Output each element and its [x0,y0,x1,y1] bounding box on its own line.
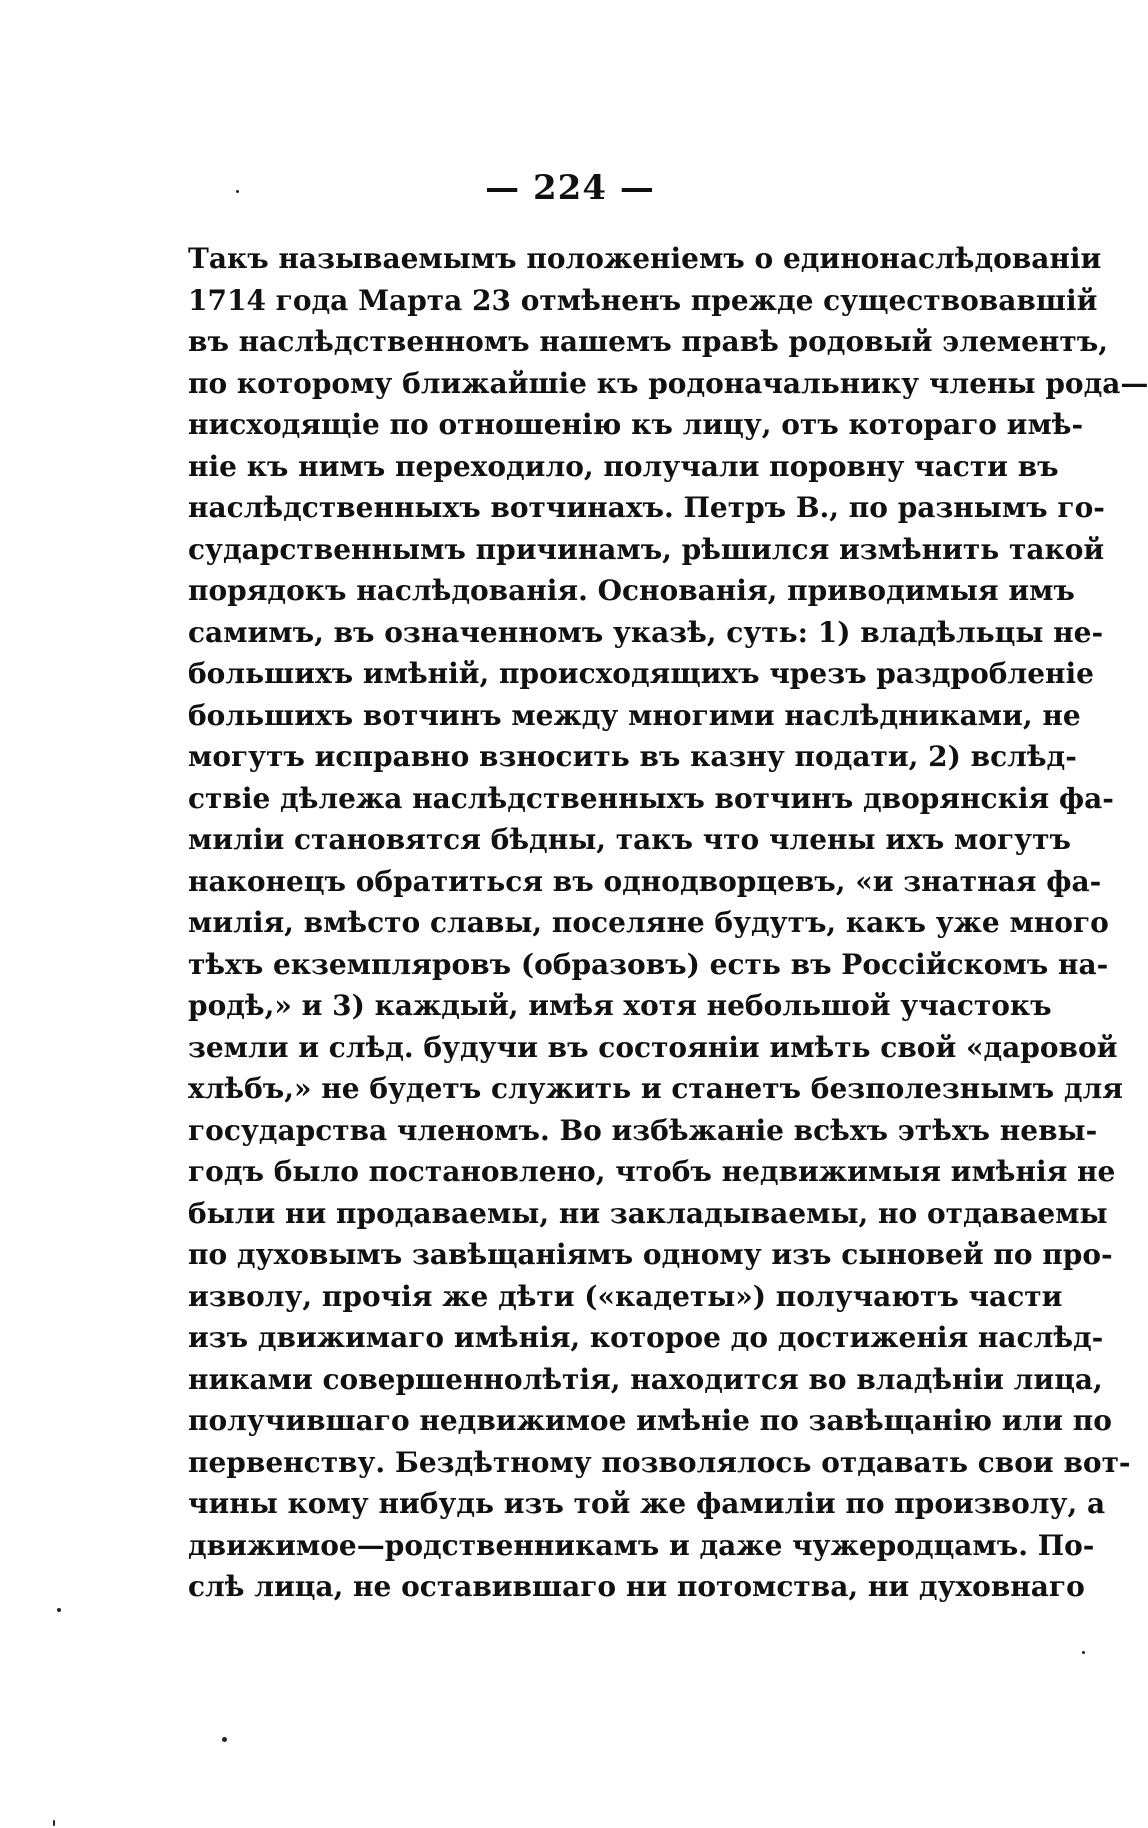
scan-speck [222,1737,227,1742]
text-line: изволу, прочія же дѣти («кадеты») получаютъ части [188,1279,1063,1313]
text-line: хлѣбъ,» не будетъ служить и станетъ безполезнымъ для [188,1072,1123,1105]
text-line: слѣ лица, не оставившаго ни потомства, ни духовнаго [188,1570,1085,1603]
text-line: чины кому нибудь изъ той же фамиліи по произволу, а [188,1487,1106,1520]
text-line: миліи становятся бѣдны, такъ что члены ихъ могутъ [188,823,1071,856]
text-line: сударственнымъ причинамъ, рѣшился измѣнить такой [188,532,1105,566]
text-line: большихъ вотчинъ между многими наслѣдниками, не [188,698,1081,732]
text-line: порядокъ наслѣдованія. Основанія, приводимыя имъ [188,574,1075,607]
text-line: были ни продаваемы, ни закладываемы, но отдаваемы [188,1196,1108,1230]
text-line: самимъ, въ означенномъ указѣ, суть: 1) владѣльцы не- [188,615,1104,649]
scan-speck [1082,1651,1085,1654]
text-line: Такъ называемымъ положеніемъ о единонаслѣдованіи [188,242,1102,275]
text-line: по духовымъ завѣщаніямъ одному изъ сыновей по про- [188,1238,1113,1271]
text-line: большихъ имѣній, происходящихъ чрезъ раздробленіе [188,657,1094,690]
body-text [188,238,1148,1608]
text-line: по которому ближайшіе къ родоначальнику члены рода— [188,366,1148,400]
page-number: — 224 — [485,168,655,208]
scan-speck [236,190,239,193]
text-line: первенству. Бездѣтному позволялось отдавать свои вот- [188,1445,1131,1479]
text-line: ніе къ нимъ переходило, получали поровну части въ [188,449,1059,483]
text-line: родѣ,» и 3) каждый, имѣя хотя небольшой участокъ [188,989,1052,1022]
scan-speck [57,1608,61,1612]
text-line: движимое—родственникамъ и даже чужеродцамъ. По- [188,1528,1095,1562]
text-line: земли и слѣд. будучи въ состояніи имѣть свой «даровой [188,1030,1118,1064]
text-line: государства членомъ. Во избѣжаніе всѣхъ этѣхъ невы- [188,1113,1098,1147]
text-line: изъ движимаго имѣнія, которое до достиженія наслѣд- [188,1321,1104,1354]
text-line: милія, вмѣсто славы, поселяне будутъ, какъ уже много [188,906,1109,939]
text-line: тѣхъ екземпляровъ (образовъ) есть въ Россійскомъ на- [188,947,1109,981]
text-line: никами совершеннолѣтія, находится во владѣніи лица, [188,1362,1103,1396]
text-line: наслѣдственныхъ вотчинахъ. Петръ В., по разнымъ го- [188,491,1105,524]
text-line: могутъ исправно взносить въ казну подати, 2) вслѣд- [188,740,1077,773]
text-line: нисходящіе по отношенію къ лицу, отъ котораго имѣ- [188,408,1084,441]
text-line: 1714 года Марта 23 отмѣненъ прежде существовавшій [188,283,1098,317]
text-line: въ наслѣдственномъ нашемъ правѣ родовый элементъ, [188,325,1108,358]
scan-speck [53,1820,55,1826]
text-line: получившаго недвижимое имѣніе по завѣщанію или по [188,1404,1112,1437]
text-line: ствіе дѣлежа наслѣдственныхъ вотчинъ дворянскія фа- [188,781,1114,815]
text-line: наконецъ обратиться въ однодворцевъ, «и знатная фа- [188,864,1102,898]
text-line: годъ было постановлено, чтобъ недвижимыя имѣнія не [188,1155,1116,1188]
